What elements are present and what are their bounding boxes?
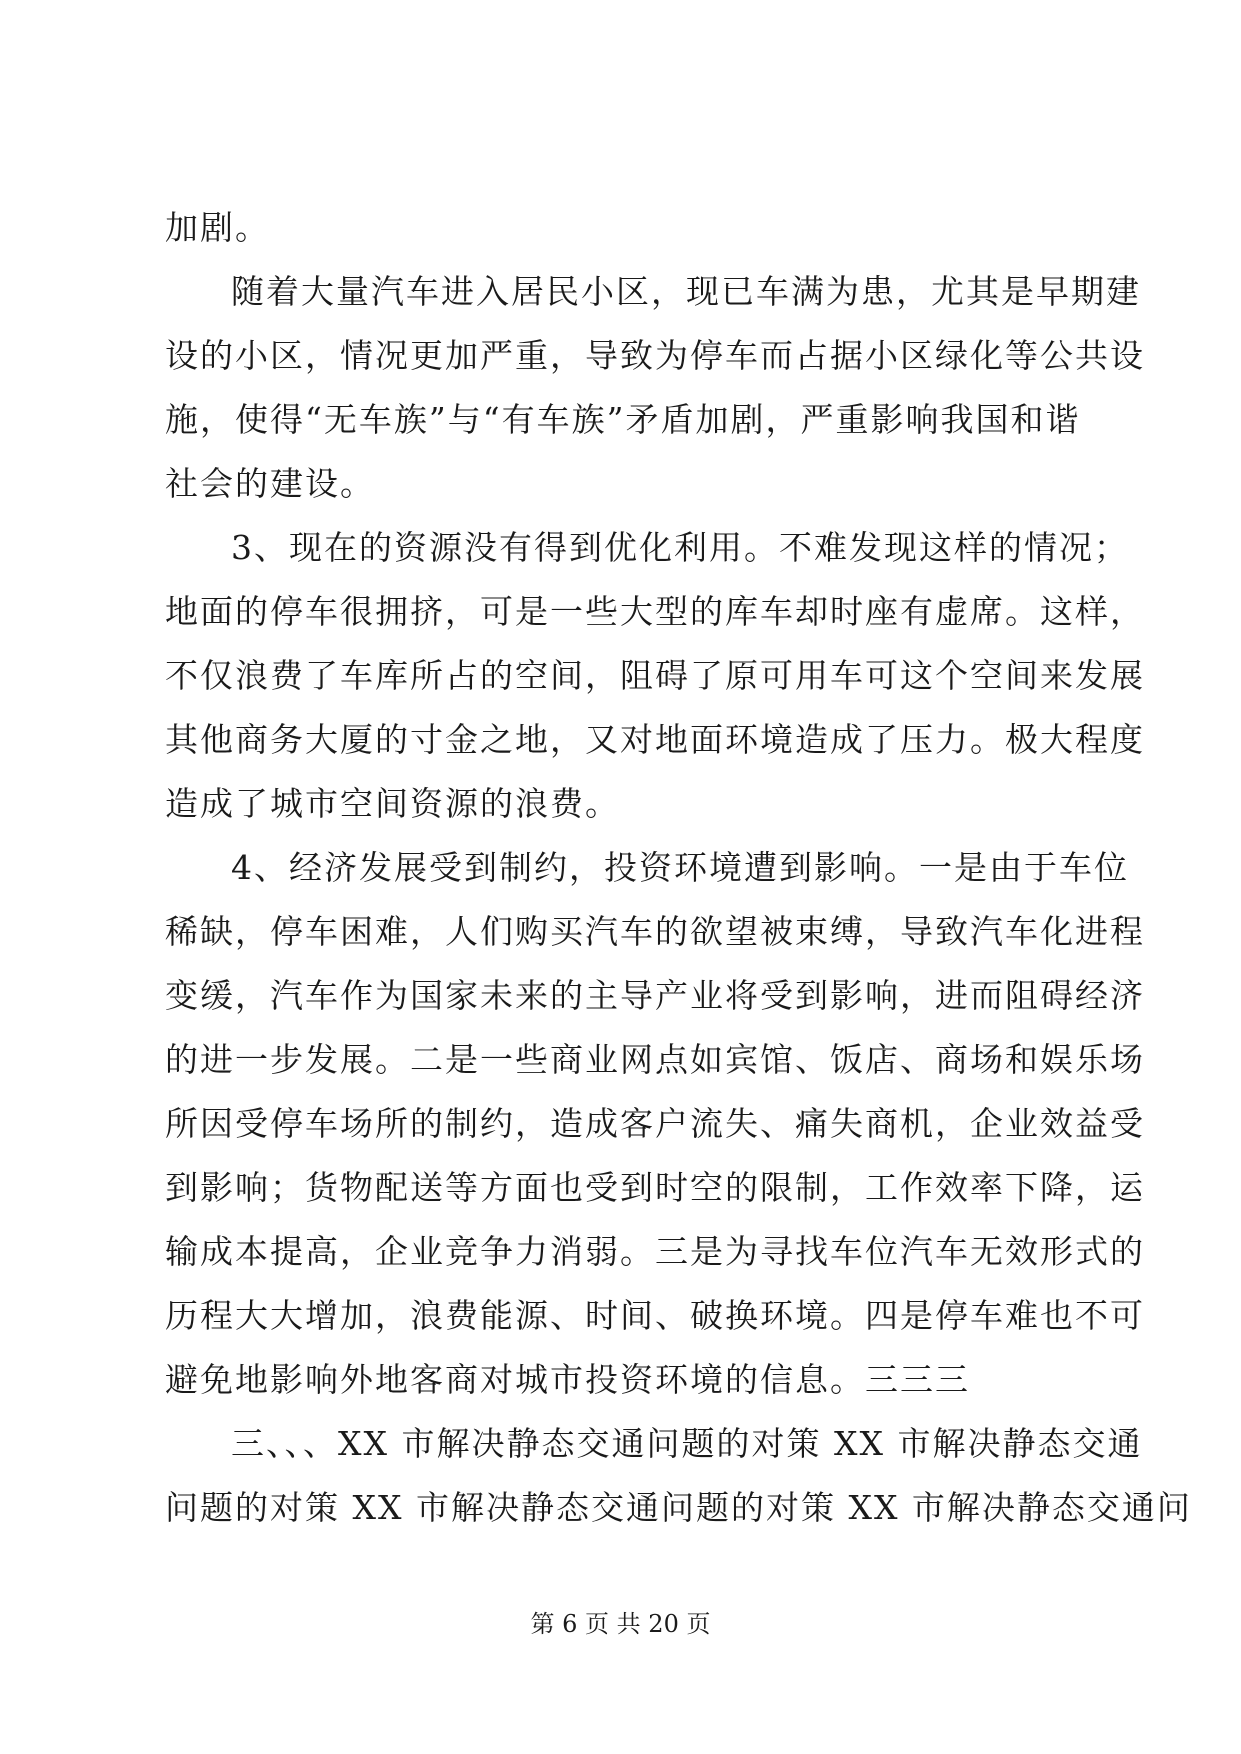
text-line-17: 输成本提高，企业竞争力消弱。三是为寻找车位汽车无效形式的	[165, 1232, 1145, 1271]
text-line-7: 地面的停车很拥挤，可是一些大型的库车却时座有虚席。这样，	[165, 592, 1145, 631]
text-line-8: 不仅浪费了车库所占的空间，阻碍了原可用车可这个空间来发展	[165, 656, 1145, 695]
text-line-4: 施，使得“无车族”与“有车族”矛盾加剧，严重影响我国和谐	[165, 400, 1081, 439]
page-number-footer: 第 6 页 共 20 页	[530, 1610, 711, 1638]
text-line-2: 随着大量汽车进入居民小区，现已车满为患，尤其是早期建	[231, 272, 1141, 311]
text-line-6: 3、现在的资源没有得到优化利用。不难发现这样的情况；	[231, 528, 1129, 567]
text-line-9: 其他商务大厦的寸金之地，又对地面环境造成了压力。极大程度	[165, 720, 1145, 759]
text-line-13: 变缓，汽车作为国家未来的主导产业将受到影响，进而阻碍经济	[165, 976, 1145, 1015]
text-line-19: 避免地影响外地客商对城市投资环境的信息。三三三	[165, 1360, 970, 1399]
text-line-16: 到影响；货物配送等方面也受到时空的限制，工作效率下降，运	[165, 1168, 1145, 1207]
text-line-5: 社会的建设。	[165, 464, 375, 503]
text-line-14: 的进一步发展。二是一些商业网点如宾馆、饭店、商场和娱乐场	[165, 1040, 1145, 1079]
text-line-20: 三、、、XX 市解决静态交通问题的对策 XX 市解决静态交通	[231, 1424, 1143, 1463]
text-line-12: 稀缺，停车困难，人们购买汽车的欲望被束缚，导致汽车化进程	[165, 912, 1145, 951]
text-line-3: 设的小区，情况更加严重，导致为停车而占据小区绿化等公共设	[165, 336, 1145, 375]
text-line-10: 造成了城市空间资源的浪费。	[165, 784, 620, 823]
text-line-21: 问题的对策 XX 市解决静态交通问题的对策 XX 市解决静态交通问	[165, 1488, 1192, 1527]
text-line-11: 4、经济发展受到制约，投资环境遭到影响。一是由于车位	[231, 848, 1129, 887]
text-line-1: 加剧。	[165, 208, 270, 247]
text-line-15: 所因受停车场所的制约，造成客户流失、痛失商机，企业效益受	[165, 1104, 1145, 1143]
text-line-18: 历程大大增加，浪费能源、时间、破换环境。四是停车难也不可	[165, 1296, 1145, 1335]
